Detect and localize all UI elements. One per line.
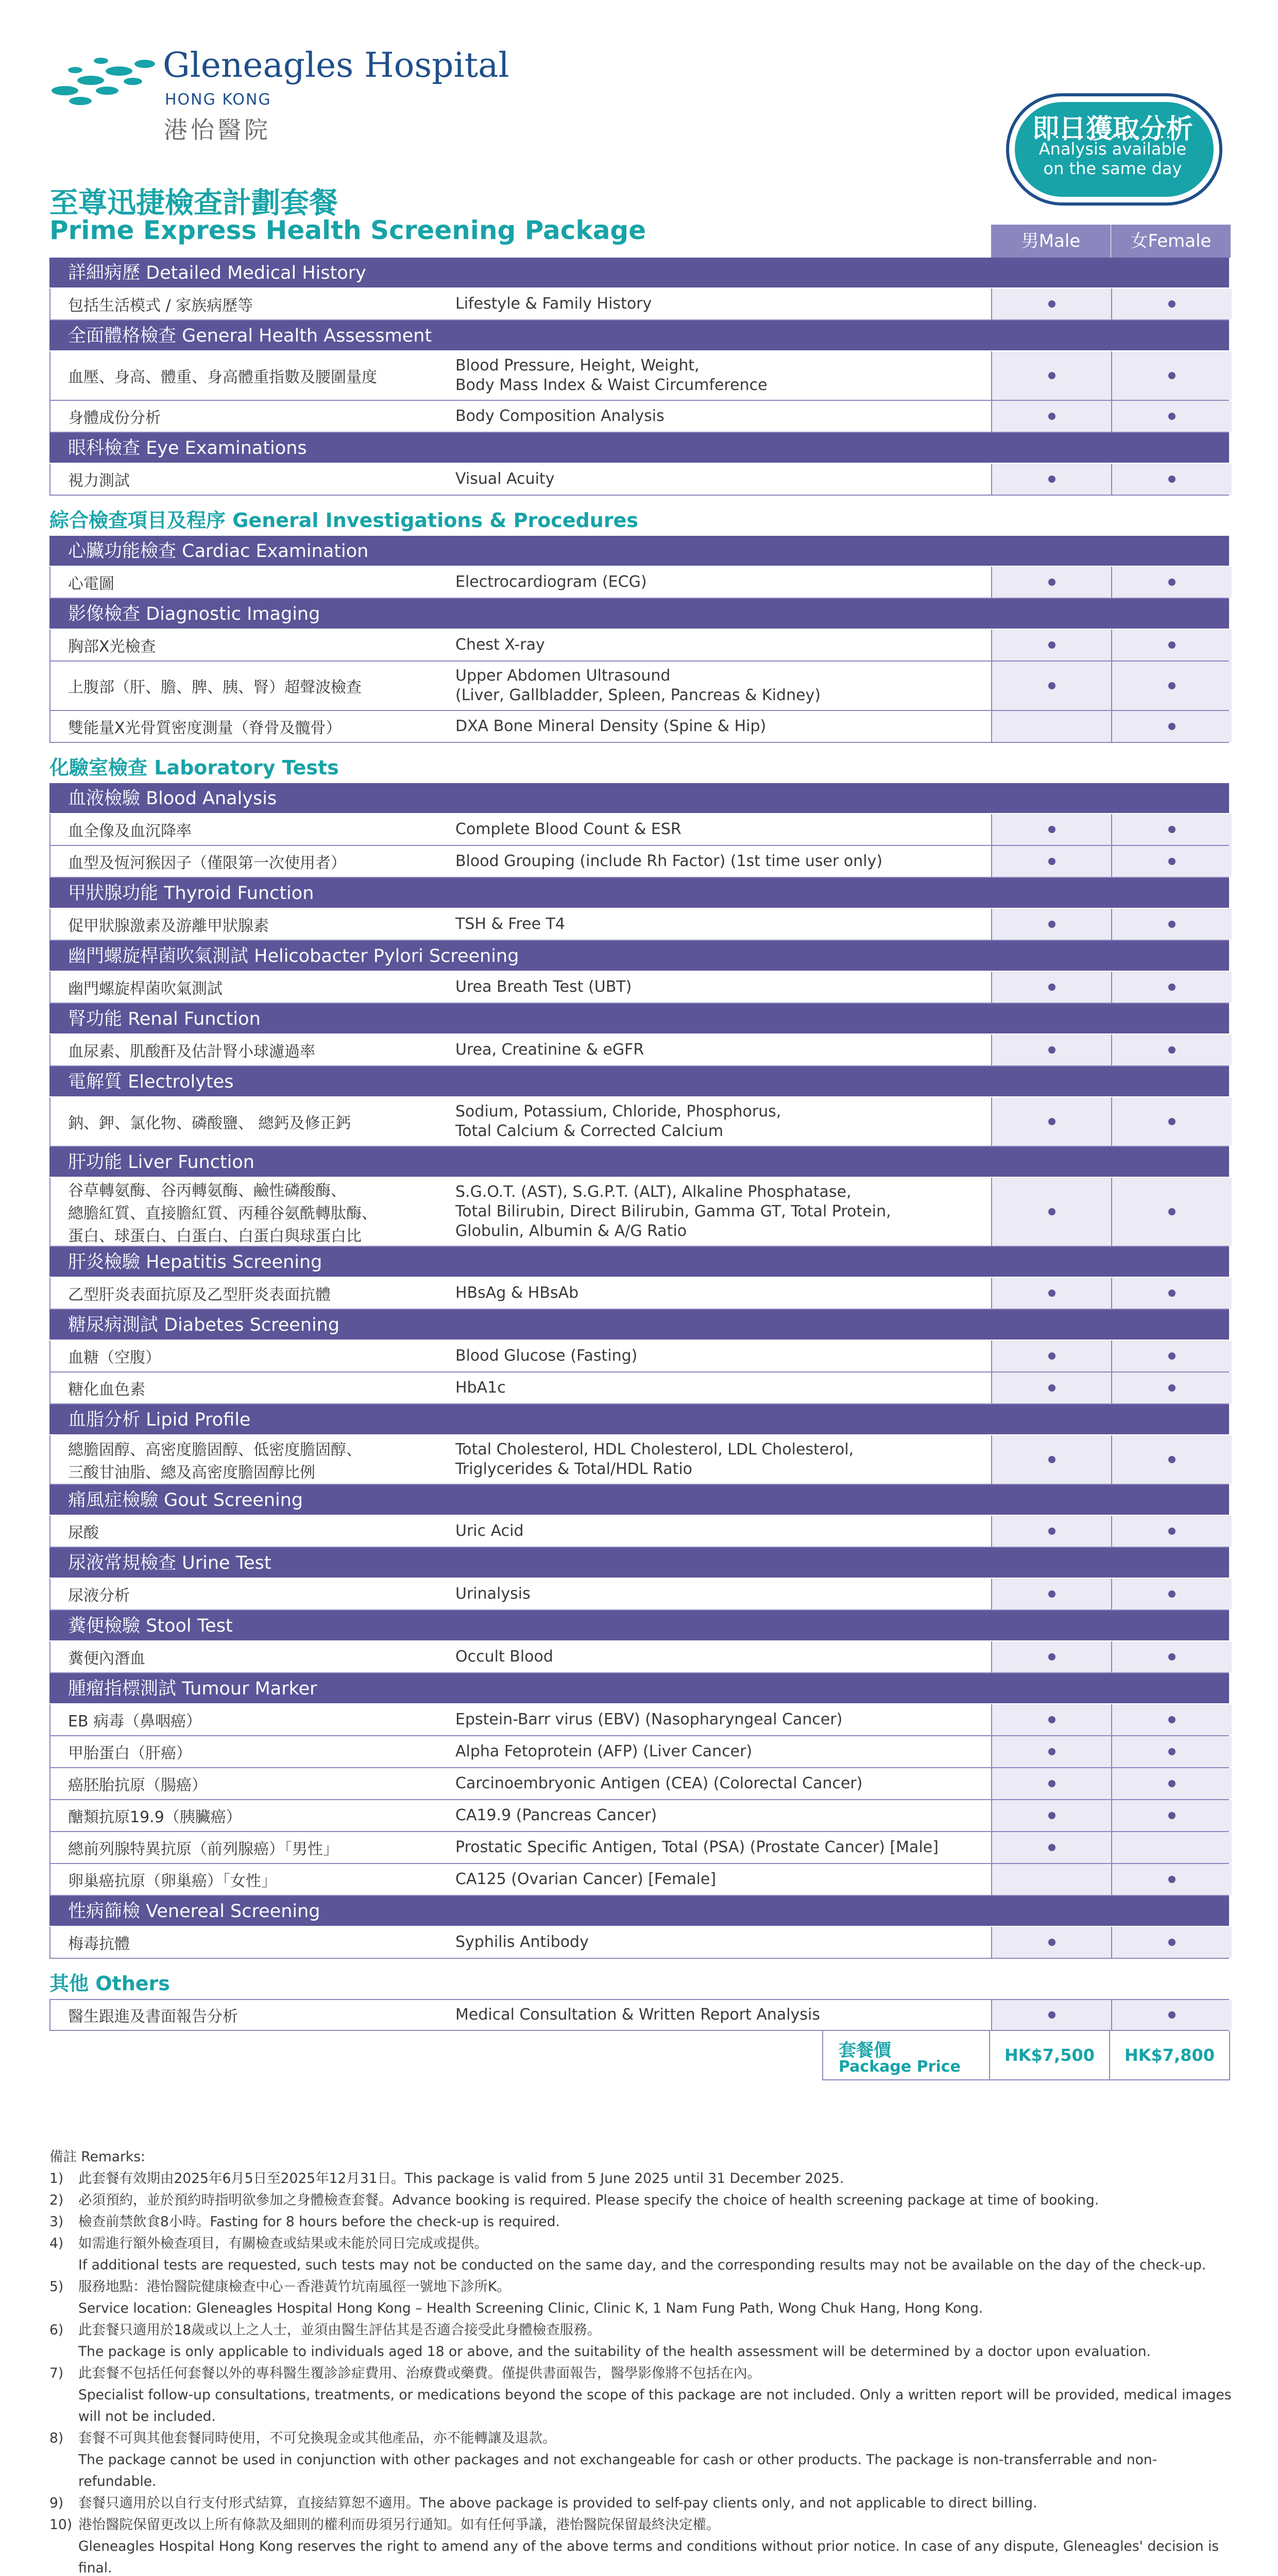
included-dot-icon — [1168, 1118, 1175, 1125]
female-cell — [1111, 1832, 1232, 1863]
test-name-en: S.G.O.T. (AST), S.G.P.T. (ALT), Alkaline Phosphatase, Total Bilirubin, Direct Bilirubin, Gamma GT, Total Protein, Globulin, Albumin & A/G Ratio — [455, 1183, 891, 1240]
remark-number: 5) — [49, 2279, 64, 2295]
test-name-en: Occult Blood — [455, 1648, 553, 1666]
test-name-zh: 癌胚胎抗原（腸癌） — [68, 1776, 207, 1794]
female-cell — [1111, 1278, 1232, 1309]
male-cell — [991, 1516, 1112, 1547]
test-name-zh: 醫生跟進及書面報告分析 — [68, 2008, 238, 2026]
category-band: 肝功能 Liver Function — [49, 1147, 1229, 1178]
remark-item — [49, 2493, 1234, 2514]
remarks-title: 備註 Remarks: — [49, 2149, 145, 2165]
female-cell — [1111, 1579, 1232, 1609]
included-dot-icon — [1048, 1208, 1055, 1215]
brand-sub-zh: 港怡醫院 — [164, 116, 271, 144]
male-cell — [991, 1178, 1112, 1246]
category-band: 詳細病歷 Detailed Medical History — [49, 258, 1229, 289]
test-name-zh: 促甲狀腺激素及游離甲狀腺素 — [68, 917, 269, 935]
remarks — [49, 2146, 1234, 2576]
test-name-en: HbA1c — [455, 1379, 506, 1397]
test-name-zh: 谷草轉氨酶、谷丙轉氨酶、鹼性磷酸酶、 總膽紅質、直接膽紅質、丙種谷氨酰轉肽酶、 蛋白、球蛋白、白蛋白、白蛋白與球蛋白比 — [68, 1182, 377, 1245]
female-cell — [1111, 1372, 1232, 1403]
included-dot-icon — [1168, 413, 1175, 420]
included-dot-icon — [1048, 682, 1055, 689]
test-name-zh: 上腹部（肝、膽、脾、胰、腎）超聲波檢查 — [68, 679, 362, 697]
female-cell — [1111, 1516, 1232, 1547]
category-band: 痛風症檢驗 Gout Screening — [49, 1485, 1229, 1516]
price-label-zh: 套餐價 — [839, 2040, 891, 2061]
test-name-zh: 卵巢癌抗原（卵巢癌）「女性」 — [68, 1872, 277, 1890]
test-name-en: DXA Bone Mineral Density (Spine & Hip) — [455, 717, 766, 735]
female-cell — [1111, 909, 1232, 940]
test-name-zh: 雙能量X光骨質密度測量（脊骨及髖骨） — [68, 719, 342, 737]
category-band: 幽門螺旋桿菌吹氣測試 Helicobacter Pylori Screening — [49, 941, 1229, 972]
included-dot-icon — [1048, 1748, 1055, 1755]
category-band: 尿液常規檢查 Urine Test — [49, 1548, 1229, 1579]
table-row — [49, 662, 1229, 711]
category-band: 血液檢驗 Blood Analysis — [49, 783, 1229, 814]
table-row — [49, 1999, 1229, 2031]
test-name-zh: 梅毒抗體 — [68, 1935, 130, 1953]
male-cell — [991, 1579, 1112, 1609]
included-dot-icon — [1168, 826, 1175, 833]
test-name-en: HBsAg & HBsAb — [455, 1284, 579, 1302]
test-name-zh: 胸部X光檢查 — [68, 638, 156, 656]
male-cell — [991, 1341, 1112, 1371]
test-name-en: Epstein-Barr virus (EBV) (Nasopharyngeal Cancer) — [455, 1710, 843, 1728]
badge-en — [999, 139, 1226, 178]
table-row — [49, 1178, 1229, 1247]
category-band: 電解質 Electrolytes — [49, 1066, 1229, 1097]
included-dot-icon — [1168, 984, 1175, 991]
female-cell — [1111, 1768, 1232, 1799]
included-dot-icon — [1168, 1384, 1175, 1392]
hospital-logo — [49, 45, 509, 144]
table-row — [49, 846, 1229, 878]
category-band: 全面體格檢查 General Health Assessment — [49, 320, 1229, 351]
included-dot-icon — [1048, 1780, 1055, 1787]
column-header-male: 男Male — [991, 225, 1111, 258]
included-dot-icon — [1048, 1118, 1055, 1125]
female-cell — [1111, 711, 1232, 742]
female-cell — [1111, 1341, 1232, 1371]
included-dot-icon — [1048, 826, 1055, 833]
test-name-zh: 尿酸 — [68, 1524, 99, 1542]
table-row — [49, 1035, 1229, 1066]
male-cell — [991, 1035, 1112, 1065]
female-cell — [1111, 1435, 1232, 1484]
male-cell — [991, 662, 1112, 710]
female-cell — [1111, 814, 1232, 845]
included-dot-icon — [1048, 921, 1055, 928]
included-dot-icon — [1048, 1290, 1055, 1297]
male-cell — [991, 351, 1112, 400]
section-heading: 綜合檢查項目及程序 General Investigations & Procedures — [49, 509, 638, 532]
included-dot-icon — [1168, 1528, 1175, 1535]
included-dot-icon — [1168, 1352, 1175, 1360]
included-dot-icon — [1168, 1716, 1175, 1723]
table-row — [49, 1341, 1229, 1372]
category-band: 影像檢查 Diagnostic Imaging — [49, 599, 1229, 630]
test-name-en: Blood Glucose (Fasting) — [455, 1347, 638, 1365]
male-cell — [991, 567, 1112, 598]
same-day-badge — [999, 88, 1226, 211]
test-name-en: Electrocardiogram (ECG) — [455, 573, 647, 591]
included-dot-icon — [1168, 858, 1175, 865]
category-band: 糖尿病測試 Diabetes Screening — [49, 1310, 1229, 1341]
female-cell — [1111, 1035, 1232, 1065]
table-header — [49, 225, 1229, 258]
remark-item — [49, 2363, 1234, 2428]
included-dot-icon — [1048, 1653, 1055, 1660]
included-dot-icon — [1168, 1876, 1175, 1883]
included-dot-icon — [1168, 641, 1175, 649]
remark-item — [49, 2190, 1234, 2211]
screening-table — [49, 225, 1229, 2080]
test-name-zh: 血型及恆河猴因子（僅限第一次使用者） — [68, 854, 346, 872]
price-male: HK$7,500 — [990, 2031, 1110, 2080]
badge-en-line-1: Analysis available — [1038, 139, 1187, 159]
male-cell — [991, 630, 1112, 660]
table-row — [49, 1800, 1229, 1832]
included-dot-icon — [1048, 2011, 1055, 2019]
remark-number: 7) — [49, 2365, 64, 2381]
included-dot-icon — [1168, 921, 1175, 928]
included-dot-icon — [1048, 1812, 1055, 1819]
remark-line: Specialist follow-up consultations, treatments, or medications beyond the scope of this package are not included. Only a written report will be provided, medical images will not be included. — [78, 2387, 1232, 2425]
male-cell — [991, 1704, 1112, 1735]
remark-line: The package cannot be used in conjunction with other packages and not exchangeable for cash or other products. The package is non-transferrable and non-refundable. — [78, 2452, 1157, 2489]
female-cell — [1111, 846, 1232, 877]
remark-line: 套餐不可與其他套餐同時使用，不可兌換現金或其他產品，亦不能轉讓及退款。 — [78, 2430, 556, 2446]
price-female: HK$7,800 — [1110, 2031, 1230, 2080]
table-row — [49, 1372, 1229, 1404]
included-dot-icon — [1168, 723, 1175, 730]
male-cell — [991, 1372, 1112, 1403]
table-row — [49, 1768, 1229, 1800]
included-dot-icon — [1168, 1456, 1175, 1463]
test-name-en: Sodium, Potassium, Chloride, Phosphorus, Total Calcium & Corrected Calcium — [455, 1103, 781, 1140]
test-name-en: Syphilis Antibody — [455, 1933, 589, 1951]
male-cell — [991, 1736, 1112, 1767]
test-name-en: Blood Grouping (include Rh Factor) (1st time user only) — [455, 852, 883, 870]
remark-line: Service location: Gleneagles Hospital Hong Kong – Health Screening Clinic, Clinic K, 1 Nam Fung Path, Wong Chuk Hang, Hong Kong. — [78, 2300, 983, 2316]
section-heading: 其他 Others — [49, 1972, 170, 1995]
male-cell — [991, 1768, 1112, 1799]
test-name-zh: 血全像及血沉降率 — [68, 822, 192, 840]
remark-item — [49, 2276, 1234, 2319]
included-dot-icon — [1168, 2011, 1175, 2019]
price-label — [822, 2031, 990, 2080]
remark-line: 此套餐有效期由2025年6月5日至2025年12月31日。This package is valid from 5 June 2025 until 31 December 2025. — [78, 2171, 844, 2187]
male-cell — [991, 289, 1112, 319]
test-name-zh: 乙型肝炎表面抗原及乙型肝炎表面抗體 — [68, 1286, 331, 1304]
included-dot-icon — [1048, 476, 1055, 483]
test-name-zh: 糖化血色素 — [68, 1381, 145, 1399]
included-dot-icon — [1048, 579, 1055, 586]
remark-line: 套餐只適用於以自行支付形式結算，直接結算恕不適用。The above package is provided to self-pay clients only, and not applicable to direct billing. — [78, 2495, 1037, 2511]
table-row — [49, 1278, 1229, 1310]
badge-zh: 即日獲取分析 — [1032, 114, 1193, 145]
female-cell — [1111, 1736, 1232, 1767]
logo-mark-icon — [49, 49, 158, 111]
table-row — [49, 711, 1229, 743]
test-name-zh: 血糖（空腹） — [68, 1349, 161, 1367]
test-name-en: CA125 (Ovarian Cancer) [Female] — [455, 1870, 717, 1888]
included-dot-icon — [1048, 1844, 1055, 1851]
remark-line: 此套餐不包括任何套餐以外的專科醫生覆診診症費用、治療費或藥費。僅提供書面報告，醫學影像將不包括在內。 — [78, 2365, 761, 2381]
remark-number: 1) — [49, 2171, 64, 2187]
section-heading: 化驗室檢查 Laboratory Tests — [49, 756, 339, 779]
category-band: 血脂分析 Lipid Profile — [49, 1404, 1229, 1435]
test-name-zh: 身體成份分析 — [68, 409, 161, 427]
table-row — [49, 1435, 1229, 1485]
test-name-zh: 血壓、身高、體重、身高體重指數及腰圍量度 — [68, 368, 377, 386]
female-cell — [1111, 289, 1232, 319]
test-name-en: Uric Acid — [455, 1522, 524, 1540]
test-name-zh: 血尿素、肌酸酐及估計腎小球濾過率 — [68, 1043, 315, 1061]
category-band: 心臟功能檢查 Cardiac Examination — [49, 536, 1229, 567]
price-label-en: Package Price — [839, 2058, 961, 2076]
test-name-zh: 糞便內潛血 — [68, 1650, 145, 1668]
male-cell — [991, 401, 1112, 432]
price-row — [49, 2031, 1229, 2080]
remark-line: 此套餐只適用於18歲或以上之人士，並須由醫生評估其是否適合接受此身體檢查服務。 — [78, 2322, 601, 2338]
female-cell — [1111, 351, 1232, 400]
male-cell — [991, 464, 1112, 495]
test-name-zh: EB 病毒（鼻咽癌） — [68, 1713, 202, 1731]
male-cell — [991, 1278, 1112, 1309]
included-dot-icon — [1168, 1653, 1175, 1660]
included-dot-icon — [1168, 1208, 1175, 1215]
included-dot-icon — [1048, 1046, 1055, 1054]
remark-number: 8) — [49, 2430, 64, 2446]
remark-number: 6) — [49, 2322, 64, 2338]
included-dot-icon — [1048, 413, 1055, 420]
table-row — [49, 1516, 1229, 1548]
remark-item — [49, 2211, 1234, 2233]
included-dot-icon — [1048, 641, 1055, 649]
male-cell — [991, 2000, 1112, 2030]
remark-item — [49, 2168, 1234, 2190]
male-cell — [991, 1097, 1112, 1146]
male-cell — [991, 1800, 1112, 1831]
test-name-zh: 甲胎蛋白（肝癌） — [68, 1744, 192, 1762]
included-dot-icon — [1168, 1780, 1175, 1787]
female-cell — [1111, 1800, 1232, 1831]
included-dot-icon — [1048, 1590, 1055, 1598]
test-name-en: Prostatic Specific Antigen, Total (PSA) (Prostate Cancer) [Male] — [455, 1838, 939, 1856]
page-title-en: Prime Express Health Screening Package — [49, 215, 646, 245]
table-row — [49, 814, 1229, 846]
included-dot-icon — [1168, 372, 1175, 379]
male-cell — [991, 1927, 1112, 1958]
test-name-en: Body Composition Analysis — [455, 407, 664, 425]
test-name-en: TSH & Free T4 — [455, 915, 566, 933]
included-dot-icon — [1168, 476, 1175, 483]
female-cell — [1111, 1097, 1232, 1146]
table-row — [49, 401, 1229, 433]
female-cell — [1111, 662, 1232, 710]
table-row — [49, 1864, 1229, 1896]
female-cell — [1111, 1704, 1232, 1735]
male-cell — [991, 972, 1112, 1003]
female-cell — [1111, 1927, 1232, 1958]
category-band: 甲狀腺功能 Thyroid Function — [49, 878, 1229, 909]
remark-number: 2) — [49, 2192, 64, 2208]
female-cell — [1111, 464, 1232, 495]
included-dot-icon — [1048, 1528, 1055, 1535]
table-body — [49, 258, 1229, 2031]
category-band: 眼科檢查 Eye Examinations — [49, 433, 1229, 464]
remark-line: The package is only applicable to individuals aged 18 or above, and the suitability of the health assessment will be determined by a doctor upon evaluation. — [78, 2344, 1151, 2360]
table-row — [49, 1704, 1229, 1736]
table-row — [49, 1927, 1229, 1959]
table-row — [49, 909, 1229, 941]
remark-line: 必須預約，並於預約時指明欲參加之身體檢查套餐。Advance booking is required. Please specify the choice of health screening package at time of booking. — [78, 2192, 1099, 2208]
test-name-zh: 總前列腺特異抗原（前列腺癌）「男性」 — [68, 1840, 338, 1858]
female-cell — [1111, 1178, 1232, 1246]
female-cell — [1111, 1864, 1232, 1895]
included-dot-icon — [1048, 1456, 1055, 1463]
brand-sub-en: HONG KONG — [165, 91, 271, 109]
remark-number: 9) — [49, 2495, 64, 2511]
test-name-en: Lifestyle & Family History — [455, 295, 652, 313]
included-dot-icon — [1168, 1046, 1175, 1054]
test-name-en: Urea Breath Test (UBT) — [455, 978, 632, 996]
test-name-zh: 醣類抗原19.9（胰臟癌） — [68, 1808, 242, 1826]
male-cell — [991, 1832, 1112, 1863]
female-cell — [1111, 2000, 1232, 2030]
male-cell — [991, 814, 1112, 845]
test-name-zh: 尿液分析 — [68, 1587, 130, 1605]
included-dot-icon — [1168, 1748, 1175, 1755]
female-cell — [1111, 630, 1232, 660]
remark-line: 檢查前禁飲食8小時。Fasting for 8 hours before the check-up is required. — [78, 2214, 560, 2230]
test-name-zh: 幽門螺旋桿菌吹氣測試 — [68, 980, 223, 998]
table-row — [49, 1736, 1229, 1768]
badge-en-line-2: on the same day — [1043, 159, 1182, 178]
test-name-en: Urea, Creatinine & eGFR — [455, 1041, 644, 1059]
female-cell — [1111, 567, 1232, 598]
page-title-zh: 至尊迅捷檢查計劃套餐 — [49, 187, 338, 220]
included-dot-icon — [1168, 300, 1175, 308]
male-cell — [991, 846, 1112, 877]
test-name-zh: 包括生活模式 / 家族病歷等 — [68, 297, 253, 315]
remark-line: 如需進行額外檢查項目，有關檢查或結果或未能於同日完成或提供。 — [78, 2235, 488, 2251]
test-name-en: Carcinoembryonic Antigen (CEA) (Colorectal Cancer) — [455, 1774, 863, 1792]
male-cell — [991, 1435, 1112, 1484]
included-dot-icon — [1048, 1939, 1055, 1946]
table-row — [49, 1579, 1229, 1611]
remark-item — [49, 2319, 1234, 2363]
table-row — [49, 464, 1229, 496]
brand-name: Gleneagles Hospital — [163, 45, 509, 85]
table-row — [49, 630, 1229, 662]
included-dot-icon — [1048, 372, 1055, 379]
test-name-zh: 鈉、鉀、氯化物、磷酸鹽、 總鈣及修正鈣 — [68, 1114, 351, 1132]
remarks-list — [49, 2168, 1234, 2576]
included-dot-icon — [1168, 579, 1175, 586]
included-dot-icon — [1048, 300, 1055, 308]
included-dot-icon — [1168, 1290, 1175, 1297]
female-cell — [1111, 1641, 1232, 1672]
test-name-en: Chest X-ray — [455, 636, 545, 654]
included-dot-icon — [1048, 1384, 1055, 1392]
test-name-en: Complete Blood Count & ESR — [455, 820, 681, 838]
remark-line: Gleneagles Hospital Hong Kong reserves the right to amend any of the above terms and conditions without prior notice. In case of any dispute, Gleneagles' decision is final. — [78, 2538, 1219, 2576]
table-row — [49, 351, 1229, 401]
remark-line: 服務地點：港怡醫院健康檢查中心－香港黃竹坑南風徑一號地下診所K。 — [78, 2279, 510, 2295]
male-cell — [991, 1641, 1112, 1672]
remark-number: 3) — [49, 2214, 64, 2230]
female-cell — [1111, 972, 1232, 1003]
test-name-en: Total Cholesterol, HDL Cholesterol, LDL Cholesterol, Triglycerides & Total/HDL Ratio — [455, 1440, 854, 1478]
category-band: 腎功能 Renal Function — [49, 1004, 1229, 1035]
test-name-zh: 總膽固醇、高密度膽固醇、低密度膽固醇、 三酸甘油脂、總及高密度膽固醇比例 — [68, 1441, 362, 1482]
included-dot-icon — [1168, 1812, 1175, 1819]
table-row — [49, 567, 1229, 599]
test-name-en: Urinalysis — [455, 1585, 531, 1603]
remark-line: If additional tests are requested, such tests may not be conducted on the same day, and the corresponding results may not be available on the day of the check-up. — [78, 2257, 1206, 2273]
remark-item — [49, 2233, 1234, 2276]
test-name-en: Visual Acuity — [455, 470, 555, 488]
table-row — [49, 1097, 1229, 1147]
test-name-en: Alpha Fetoprotein (AFP) (Liver Cancer) — [455, 1742, 753, 1760]
remark-item — [49, 2428, 1234, 2493]
remark-line: 港怡醫院保留更改以上所有條款及細則的權利而毋須另行通知。如有任何爭議，港怡醫院保留最終決定權。 — [78, 2517, 720, 2533]
table-row — [49, 1832, 1229, 1864]
column-header-female: 女Female — [1111, 225, 1231, 258]
remark-number: 10) — [49, 2517, 73, 2533]
male-cell — [991, 711, 1112, 742]
included-dot-icon — [1168, 682, 1175, 689]
category-band: 腫瘤指標測試 Tumour Marker — [49, 1673, 1229, 1704]
included-dot-icon — [1048, 984, 1055, 991]
included-dot-icon — [1048, 1716, 1055, 1723]
category-band: 肝炎檢驗 Hepatitis Screening — [49, 1247, 1229, 1278]
included-dot-icon — [1048, 858, 1055, 865]
test-name-en: Blood Pressure, Height, Weight, Body Mass Index & Waist Circumference — [455, 357, 768, 394]
remark-number: 4) — [49, 2235, 64, 2251]
category-band: 糞便檢驗 Stool Test — [49, 1611, 1229, 1641]
table-row — [49, 289, 1229, 320]
test-name-en: Medical Consultation & Written Report Analysis — [455, 2006, 820, 2024]
included-dot-icon — [1048, 1352, 1055, 1360]
male-cell — [991, 1864, 1112, 1895]
table-row — [49, 972, 1229, 1004]
test-name-en: CA19.9 (Pancreas Cancer) — [455, 1806, 657, 1824]
female-cell — [1111, 401, 1232, 432]
category-band: 性病篩檢 Venereal Screening — [49, 1896, 1229, 1927]
included-dot-icon — [1168, 1939, 1175, 1946]
remark-item — [49, 2514, 1234, 2576]
test-name-zh: 視力測試 — [68, 472, 130, 490]
test-name-en: Upper Abdomen Ultrasound (Liver, Gallbladder, Spleen, Pancreas & Kidney) — [455, 667, 821, 704]
test-name-zh: 心電圖 — [68, 575, 114, 593]
male-cell — [991, 909, 1112, 940]
included-dot-icon — [1168, 1590, 1175, 1598]
table-row — [49, 1641, 1229, 1673]
